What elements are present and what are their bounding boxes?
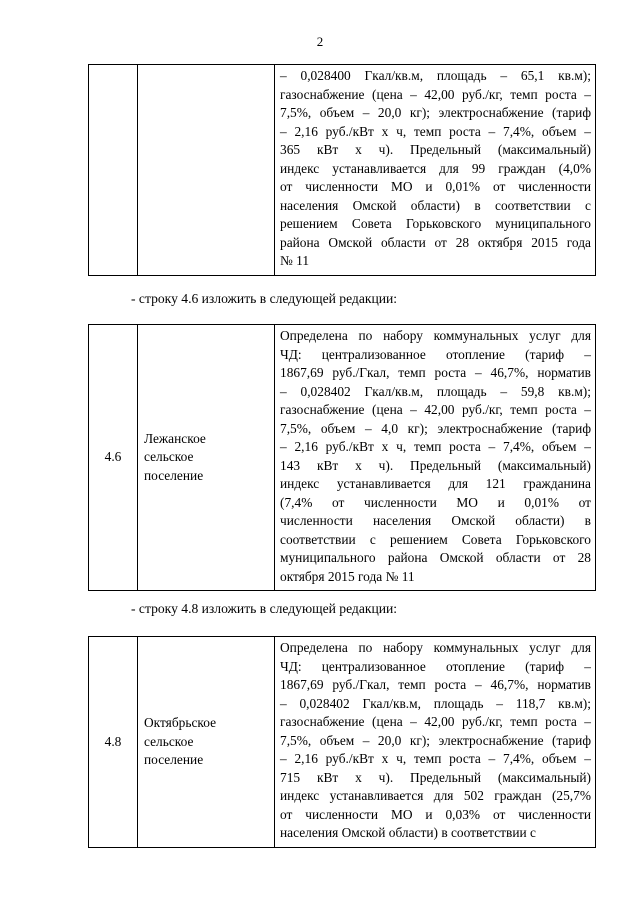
text-line: Октябрьское bbox=[144, 715, 217, 730]
text-line: поселение bbox=[144, 752, 204, 767]
text-line: ЧД: централизованное отопление (тариф – bbox=[280, 346, 591, 362]
text-line: – 2,16 руб./кВт х ч, темп роста – 7,4%, объем – bbox=[280, 123, 591, 139]
text-line: от численности МО и 0,03% от численности bbox=[280, 806, 591, 822]
row-number-cell: 4.8 bbox=[89, 637, 138, 848]
text-line: (7,4% от численности МО и 0,01% от bbox=[280, 494, 591, 510]
text-line: Определена по набору коммунальных услуг для bbox=[280, 328, 591, 343]
text-line: муниципального района Омской области от 28 bbox=[280, 550, 591, 565]
row-number-cell: 4.6 bbox=[89, 325, 138, 591]
table-row-4-6 bbox=[88, 324, 596, 591]
text-line: – 0,028402 Гкал/кв.м, площадь – 59,8 кв.м); bbox=[280, 383, 591, 399]
row-description-cell bbox=[275, 325, 596, 591]
page-number: 2 bbox=[316, 34, 324, 49]
row-number-cell bbox=[89, 65, 138, 276]
text-line: населения Омской области) в соответствии с bbox=[280, 197, 591, 213]
text-line: Определена по набору коммунальных услуг для bbox=[280, 640, 591, 655]
table-row bbox=[89, 65, 596, 276]
text-line: октября 2015 года № 11 bbox=[280, 568, 415, 584]
table-continued bbox=[88, 64, 596, 276]
table-row bbox=[89, 637, 596, 848]
row-description-cell bbox=[275, 65, 596, 276]
row-name-cell bbox=[138, 325, 275, 591]
text-line: сельское bbox=[144, 449, 194, 465]
text-line: поселение bbox=[144, 467, 204, 483]
text-line: 365 кВт х ч). Предельный (максимальный) bbox=[280, 142, 591, 157]
text-line: численности населения Омской области) в bbox=[280, 513, 591, 528]
text-line: – 2,16 руб./кВт х ч, темп роста – 7,4%, объем – bbox=[280, 439, 591, 454]
text-line: индекс устанавливается для 502 граждан (25,7% bbox=[280, 788, 591, 803]
text-line: от численности МО и 0,01% от численности bbox=[280, 179, 591, 194]
text-line: 1867,69 руб./Гкал, темп роста – 46,7%, норматив bbox=[280, 677, 591, 692]
text-line: – 0,028402 Гкал/кв.м, площадь – 118,7 кв.м); bbox=[280, 695, 591, 711]
text-line: ЧД: централизованное отопление (тариф – bbox=[280, 658, 591, 674]
text-line: газоснабжение (цена – 42,00 руб./кг, темп роста – bbox=[280, 402, 591, 417]
text-line: 7,5%, объем – 20,0 кг); электроснабжение (тариф bbox=[280, 732, 591, 748]
text-line: индекс устанавливается для 99 граждан (4,0% bbox=[280, 160, 591, 176]
text-line: 143 кВт х ч). Предельный (максимальный) bbox=[280, 457, 591, 473]
text-line: газоснабжение (цена – 42,00 руб./кг, темп роста – bbox=[280, 714, 591, 729]
text-line: 7,5%, объем – 4,0 кг); электроснабжение (тариф bbox=[280, 420, 591, 436]
text-line: – 0,028400 Гкал/кв.м, площадь – 65,1 кв.м); bbox=[280, 68, 591, 83]
row-name-cell bbox=[138, 65, 275, 276]
row-name-cell bbox=[138, 637, 275, 848]
text-line: газоснабжение (цена – 42,00 руб./кг, темп роста – bbox=[280, 86, 591, 102]
text-line: – 2,16 руб./кВт х ч, темп роста – 7,4%, объем – bbox=[280, 751, 591, 766]
text-line: населения Омской области) в соответствии с bbox=[280, 825, 536, 840]
row-description-cell bbox=[275, 637, 596, 848]
instruction-row-4-6: - строку 4.6 изложить в следующей редакции: bbox=[131, 291, 398, 306]
instruction-row-4-8: - строку 4.8 изложить в следующей редакции: bbox=[131, 601, 398, 616]
text-line: решением Совета Горьковского муниципального bbox=[280, 216, 591, 231]
text-line: сельское bbox=[144, 733, 194, 749]
table-row bbox=[89, 325, 596, 591]
text-line: 7,5%, объем – 20,0 кг); электроснабжение (тариф bbox=[280, 105, 591, 120]
text-line: соответствии с решением Совета Горьковского bbox=[280, 531, 591, 547]
text-line: 715 кВт х ч). Предельный (максимальный) bbox=[280, 769, 591, 785]
text-line: индекс устанавливается для 121 гражданина bbox=[280, 476, 591, 491]
text-line: района Омской области от 28 октября 2015 года bbox=[280, 234, 591, 250]
text-line: 1867,69 руб./Гкал, темп роста – 46,7%, норматив bbox=[280, 365, 591, 380]
table-row-4-8 bbox=[88, 636, 596, 848]
text-line: Лежанское bbox=[144, 430, 206, 446]
text-line: № 11 bbox=[280, 253, 310, 268]
